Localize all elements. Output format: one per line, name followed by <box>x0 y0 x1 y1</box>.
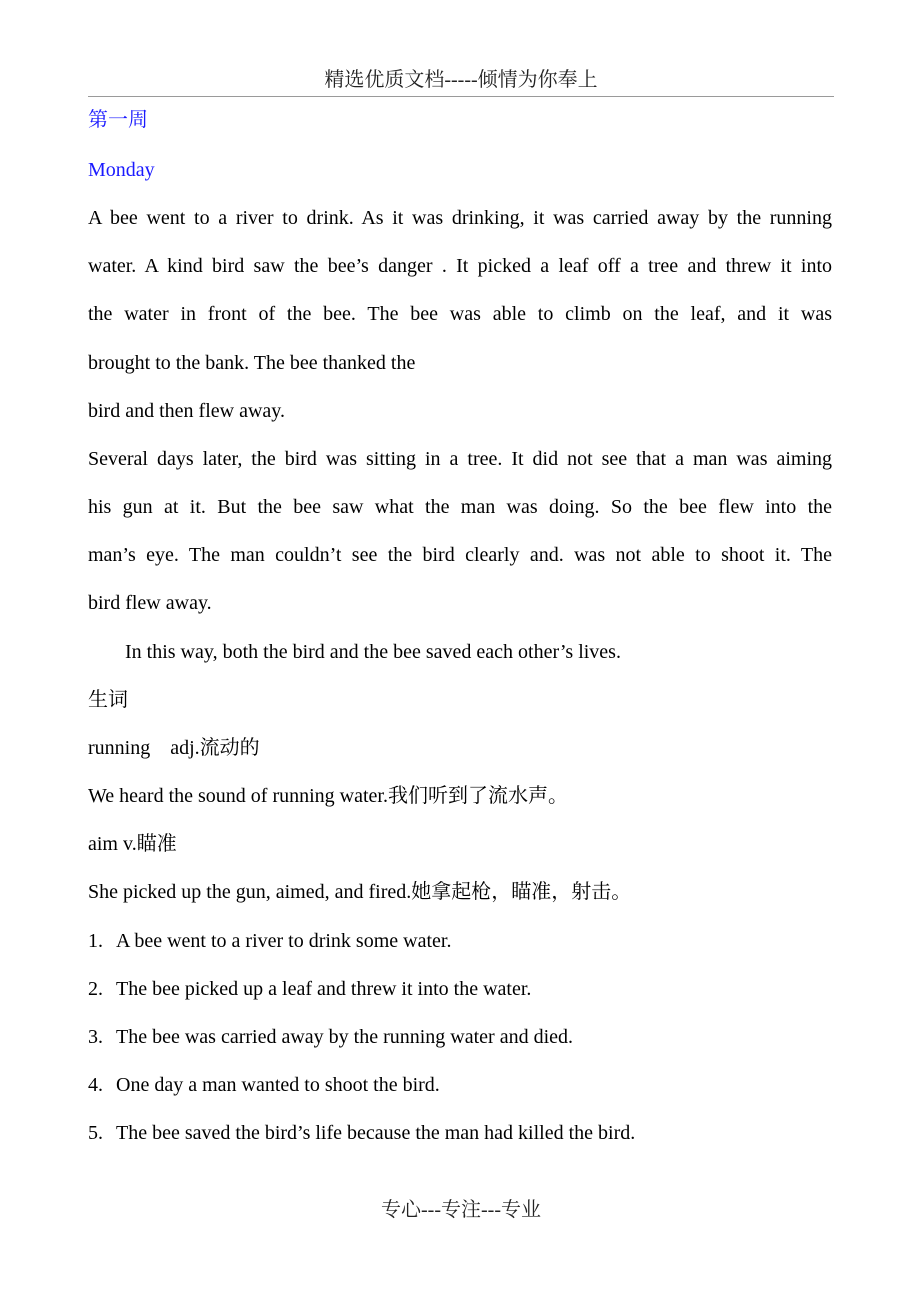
header-divider <box>88 96 834 97</box>
week-title: 第一周 <box>88 109 148 131</box>
page-footer: 专心---专注---专业 <box>381 1199 541 1221</box>
vocab-example-running: We heard the sound of running water.我们听到了流水声。 <box>88 785 568 807</box>
story-line: man’s eye. The man couldn’t see the bird clearly and. was not able to shoot it. The <box>88 544 832 566</box>
question-item <box>88 975 531 1003</box>
story-line: water. A kind bird saw the bee’s danger . It picked a leaf off a tree and threw it into <box>88 255 832 277</box>
question-number: 3. <box>88 1026 103 1048</box>
story-line: bird flew away. <box>88 592 212 614</box>
question-item <box>88 1071 440 1099</box>
page-header: 精选优质文档-----倾情为你奉上 <box>324 69 598 91</box>
vocab-heading: 生词 <box>88 689 128 711</box>
question-text: A bee went to a river to drink some water. <box>116 930 452 952</box>
vocab-word-aim: aim v.瞄准 <box>88 833 177 855</box>
question-text: The bee saved the bird’s life because the man had killed the bird. <box>116 1122 636 1144</box>
story-line: Several days later, the bird was sitting in a tree. It did not see that a man was aiming <box>88 448 832 470</box>
question-item <box>88 1119 635 1147</box>
question-item <box>88 927 451 955</box>
question-number: 2. <box>88 978 103 1000</box>
question-text: The bee was carried away by the running water and died. <box>116 1026 574 1048</box>
question-number: 5. <box>88 1122 103 1144</box>
question-text: One day a man wanted to shoot the bird. <box>116 1074 440 1096</box>
question-item <box>88 1023 573 1051</box>
story-line: his gun at it. But the bee saw what the man was doing. So the bee flew into the <box>88 496 832 518</box>
story-line: bird and then flew away. <box>88 400 285 422</box>
vocab-example-aim: She picked up the gun, aimed, and fired.她拿起枪，瞄准，射击。 <box>88 881 632 903</box>
story-line: the water in front of the bee. The bee was able to climb on the leaf, and it was <box>88 303 832 325</box>
story-conclusion: In this way, both the bird and the bee saved each other’s lives. <box>125 641 621 663</box>
question-number: 1. <box>88 930 103 952</box>
day-title: Monday <box>88 159 155 181</box>
story-line: brought to the bank. The bee thanked the <box>88 352 416 374</box>
vocab-word-running: running adj.流动的 <box>88 737 260 759</box>
question-number: 4. <box>88 1074 103 1096</box>
story-line: A bee went to a river to drink. As it was drinking, it was carried away by the running <box>88 207 832 229</box>
question-text: The bee picked up a leaf and threw it into the water. <box>116 978 532 1000</box>
